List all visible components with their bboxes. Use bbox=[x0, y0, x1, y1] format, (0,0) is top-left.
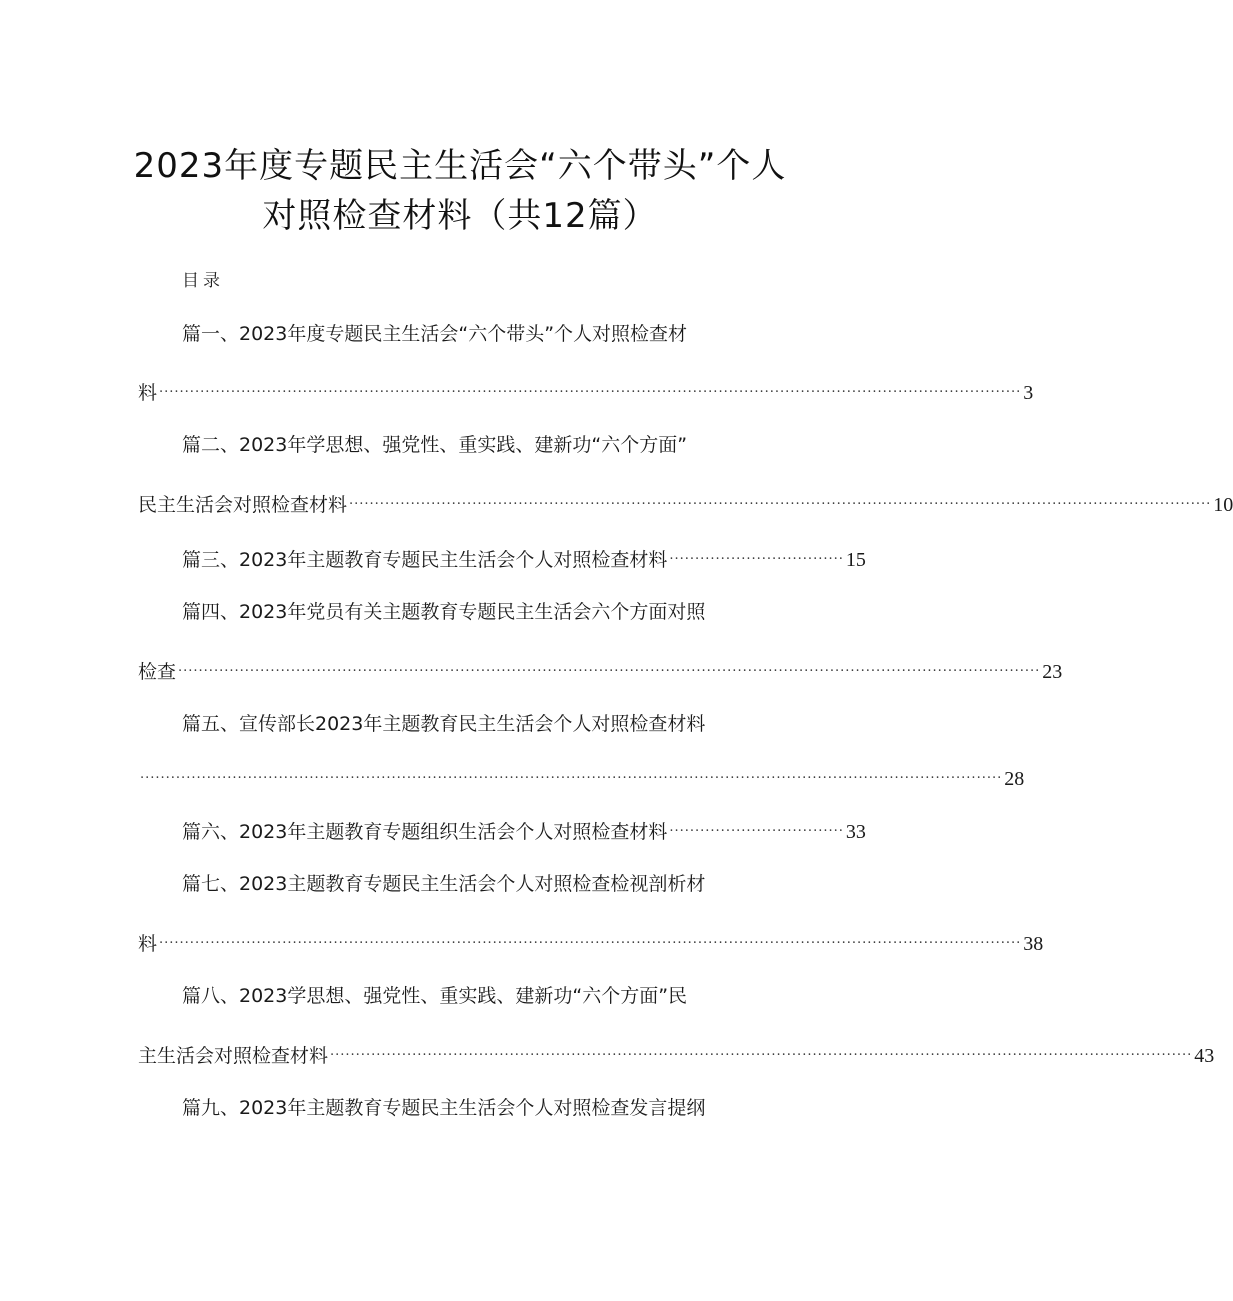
toc-entry-6-page: 33 bbox=[845, 821, 866, 843]
document-title-line-2: 对照检查材料（共12篇） bbox=[262, 196, 658, 236]
dot-leader: ........................................................................................................................................................................ bbox=[330, 1044, 1193, 1059]
toc-entry-2-page: 10 bbox=[1213, 494, 1233, 516]
dot-leader: .................................. bbox=[669, 820, 844, 835]
toc-entry-5-page: 28 bbox=[1004, 768, 1025, 790]
toc-label: 目录 bbox=[182, 271, 224, 291]
toc-entry-5-title[interactable]: 篇五、宣传部长2023年主题教育民主生活会个人对照检查材料 bbox=[182, 713, 706, 735]
toc-entry-4-leader[interactable] bbox=[138, 655, 1063, 685]
toc-entry-6[interactable] bbox=[182, 815, 866, 845]
toc-entry-8-title-cont: 主生活会对照检查材料 bbox=[138, 1045, 329, 1067]
toc-entry-8-page: 43 bbox=[1194, 1045, 1215, 1067]
toc-entry-4-title-cont: 检查 bbox=[138, 661, 177, 683]
toc-entry-2-title-cont: 民主生活会对照检查材料 bbox=[138, 494, 348, 516]
dot-leader: ........................................................................................................................................................................ bbox=[159, 932, 1022, 947]
toc-entry-9-title[interactable]: 篇九、2023年主题教育专题民主生活会个人对照检查发言提纲 bbox=[182, 1097, 706, 1119]
toc-entry-1-title-cont: 料 bbox=[138, 382, 158, 404]
toc-entry-1-page: 3 bbox=[1023, 382, 1034, 404]
toc-entry-3-title: 篇三、2023年主题教育专题民主生活会个人对照检查材料 bbox=[182, 549, 668, 571]
toc-entry-1-leader[interactable] bbox=[138, 376, 1034, 406]
document-title-line-1: 2023年度专题民主生活会“六个带头”个人 bbox=[133, 146, 787, 186]
toc-entry-4-title[interactable]: 篇四、2023年党员有关主题教育专题民主生活会六个方面对照 bbox=[182, 601, 706, 623]
toc-entry-1-title[interactable]: 篇一、2023年度专题民主生活会“六个带头”个人对照检查材 bbox=[182, 323, 688, 345]
toc-entry-8-leader[interactable] bbox=[138, 1039, 1215, 1069]
toc-entry-7-title[interactable]: 篇七、2023主题教育专题民主生活会个人对照检查检视剖析材 bbox=[182, 873, 706, 895]
dot-leader: ........................................................................................................................................................................ bbox=[140, 767, 1003, 782]
dot-leader: .................................. bbox=[669, 548, 844, 563]
toc-entry-4-page: 23 bbox=[1042, 661, 1063, 683]
toc-entry-5-leader[interactable] bbox=[138, 762, 1025, 792]
toc-entry-3-page: 15 bbox=[845, 549, 866, 571]
dot-leader: ........................................................................................................................................................................ bbox=[159, 381, 1022, 396]
dot-leader: ........................................................................................................................................................................ bbox=[349, 493, 1212, 508]
toc-entry-2-leader[interactable] bbox=[138, 488, 1233, 518]
toc-entry-8-title[interactable]: 篇八、2023学思想、强党性、重实践、建新功“六个方面”民 bbox=[182, 985, 688, 1007]
toc-entry-2-title[interactable]: 篇二、2023年学思想、强党性、重实践、建新功“六个方面” bbox=[182, 434, 688, 456]
dot-leader: ........................................................................................................................................................................ bbox=[178, 660, 1041, 675]
toc-entry-7-leader[interactable] bbox=[138, 927, 1044, 957]
toc-entry-3[interactable] bbox=[182, 543, 866, 573]
toc-entry-6-title: 篇六、2023年主题教育专题组织生活会个人对照检查材料 bbox=[182, 821, 668, 843]
toc-entry-7-page: 38 bbox=[1023, 933, 1044, 955]
toc-entry-7-title-cont: 料 bbox=[138, 933, 158, 955]
